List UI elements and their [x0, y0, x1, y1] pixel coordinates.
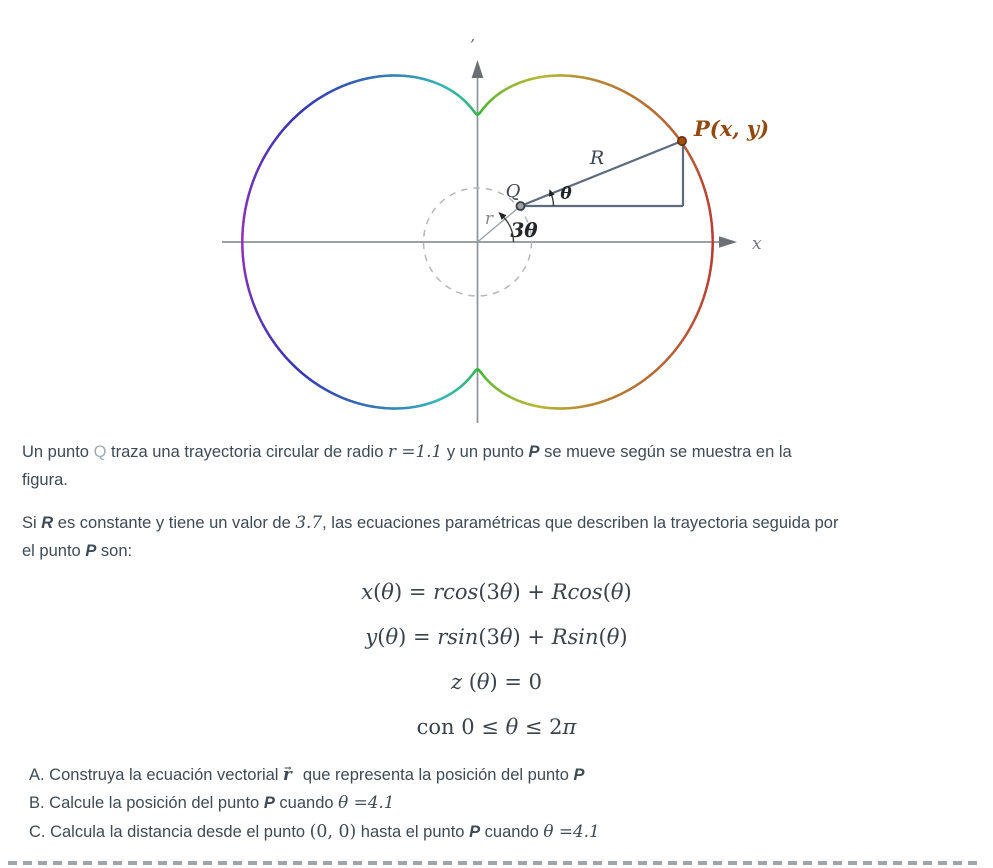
text-segment: ) [623, 580, 632, 604]
text-segment: ≤ 2 [518, 715, 563, 739]
text-segment: P [263, 794, 275, 813]
text-line [29, 761, 979, 789]
x-axis-label: x [752, 234, 762, 254]
text-segment: π [562, 715, 577, 739]
text-segment: θ =4.1 [543, 820, 600, 841]
text-segment: ) + [512, 580, 552, 604]
text-segment: P [469, 822, 481, 841]
text-line [29, 789, 979, 817]
text-segment: Rsin [551, 625, 599, 649]
text-segment: θ [385, 625, 399, 649]
label-R: R [589, 147, 605, 169]
point-q-marker [517, 202, 525, 210]
text-segment: Un punto [22, 443, 94, 461]
text-segment: traza una trayectoria circular de radio [106, 443, 388, 461]
text-segment: ( [598, 625, 607, 649]
text-segment: (3 [478, 580, 500, 604]
text-segment: ) = [393, 580, 434, 604]
text-segment: cuando [480, 822, 544, 841]
text-segment: R [41, 514, 54, 532]
text-segment: r → [283, 761, 292, 788]
label-theta: θ [560, 184, 572, 204]
text-line [0, 580, 993, 625]
text-segment: Rcos [551, 580, 603, 604]
text-segment: P [528, 443, 540, 461]
text-segment: y un punto [442, 443, 529, 461]
text-segment: se mueve según se muestra en la [539, 443, 792, 461]
text-segment: θ [499, 625, 513, 649]
y-axis-label-mark: ’ [470, 36, 475, 54]
paragraph-2 [22, 509, 972, 565]
text-segment: ) = 0 [489, 670, 543, 694]
label-3theta: 3θ [510, 218, 538, 242]
text-segment: θ [606, 625, 620, 649]
text-line [0, 625, 993, 670]
text-segment: ) + [512, 625, 552, 649]
text-segment: ) = [398, 625, 438, 649]
text-segment: ( [377, 625, 386, 649]
text-line [0, 670, 993, 715]
text-segment: con 0 ≤ [416, 715, 506, 739]
text-segment: rcos [433, 580, 479, 604]
text-segment: que representa la posición del punto [293, 766, 574, 784]
text-segment: Si [22, 514, 42, 532]
text-segment: figura. [22, 470, 68, 489]
label-P: P(x, y) [694, 116, 770, 141]
x-axis-arrow-icon [719, 236, 737, 248]
y-axis-arrow-icon [472, 60, 484, 78]
text-line [0, 715, 993, 760]
label-Q: Q [505, 181, 521, 202]
text-segment: B. Calcule la posición del punto [29, 794, 264, 813]
text-segment: x [361, 580, 374, 604]
text-segment: ( [602, 580, 611, 604]
equations-block [0, 580, 993, 760]
text-segment: rsin [437, 625, 479, 649]
text-segment: ( [373, 580, 382, 604]
text-segment: P [85, 541, 97, 560]
label-r: r [484, 209, 494, 229]
text-segment: C. Calcula la distancia desde el punto [29, 822, 310, 841]
text-segment: cuando [274, 794, 339, 813]
point-p-marker [678, 137, 686, 145]
text-segment: , las ecuaciones paramétricas que describen la trayectoria seguida por [322, 514, 839, 532]
text-segment: θ =4.1 [338, 792, 395, 813]
text-segment: son: [96, 541, 133, 560]
task-list [29, 761, 979, 846]
text-segment: θ [610, 580, 624, 604]
text-segment: (3 [478, 625, 500, 649]
text-segment: Q [93, 443, 107, 461]
angle-theta-arc [552, 195, 554, 206]
text-segment: el punto [22, 541, 86, 560]
text-segment: P [573, 766, 585, 784]
text-segment: (0, 0) [309, 821, 357, 842]
text-segment: hasta el punto [356, 822, 470, 841]
text-line [22, 538, 972, 566]
text-segment: θ [476, 670, 490, 694]
text-segment: θ [499, 580, 513, 604]
text-segment: A. Construya la ecuación vectorial [29, 766, 284, 784]
text-line [22, 438, 972, 467]
text-line [22, 467, 972, 495]
cutoff-next-line [8, 861, 980, 865]
text-segment: ( [468, 670, 477, 694]
text-segment: y [365, 625, 378, 649]
text-segment: ) [619, 625, 628, 649]
text-segment: 3.7 [295, 512, 323, 532]
text-line [22, 509, 972, 538]
text-segment: es constante y tiene un valor de [53, 514, 296, 532]
text-segment: θ [381, 580, 394, 604]
text-line [29, 818, 979, 846]
paragraph-1 [22, 438, 972, 494]
text-segment: z [450, 670, 469, 694]
text-segment: r =1.1 [387, 441, 443, 461]
text-segment: θ [505, 715, 519, 739]
